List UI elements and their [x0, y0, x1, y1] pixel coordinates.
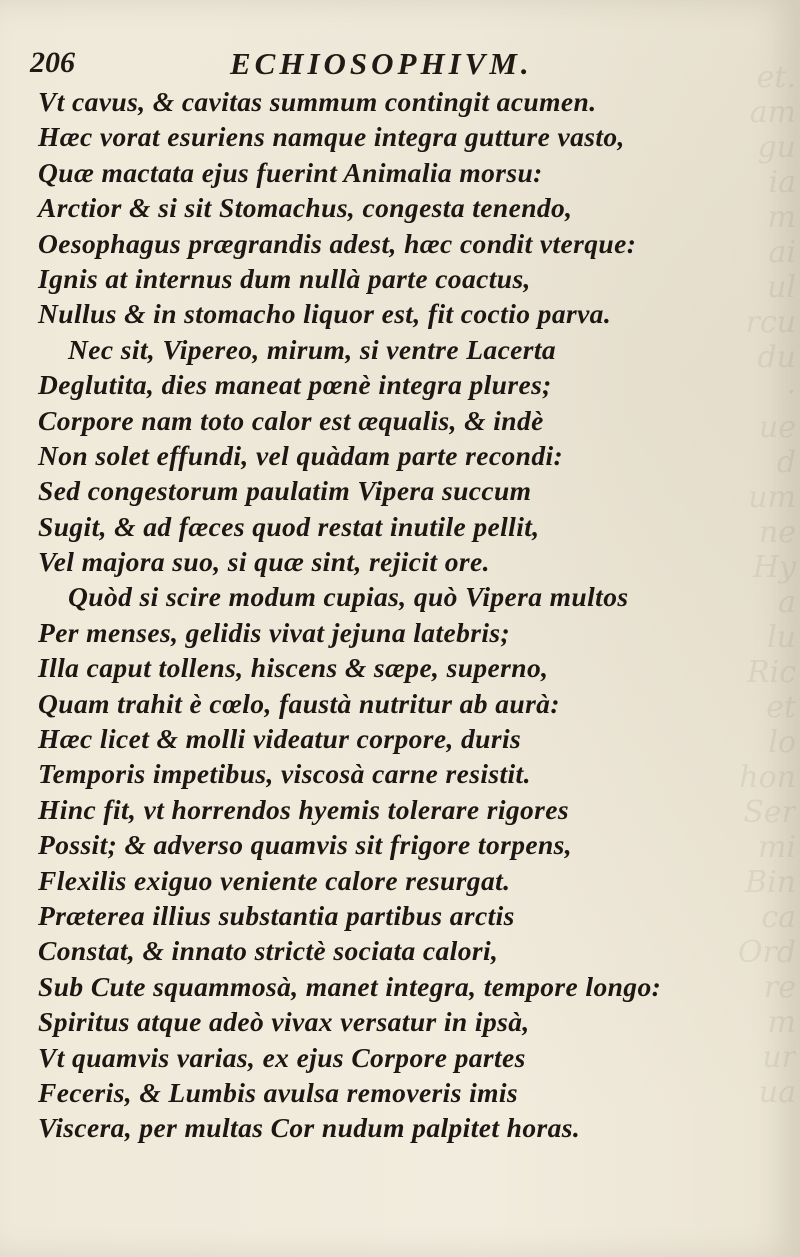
show-through-text: et. am gu ia m ai ul rcu du · ue d um ne Hy a lu Ric et lo hon Ser mi Bin ca Ord re m ur ua — [737, 60, 796, 1110]
verse-line: Præterea illius substantia partibus arctis — [38, 899, 515, 931]
verse-line: Hæc licet & molli videatur corpore, duris — [38, 723, 522, 755]
verse-line: Hæc vorat esuriens namque integra gutture vasto, — [38, 121, 625, 153]
verse-line: Deglutita, dies maneat pœnè integra plures; — [38, 369, 552, 401]
verse-line: Sugit, & ad fæces quod restat inutile pellit, — [38, 510, 540, 542]
verse-block — [38, 84, 778, 1146]
page-number: 206 — [30, 46, 75, 79]
verse-line: Spiritus atque adeò vivax versatur in ipsà, — [38, 1006, 530, 1038]
verse-line: Nec sit, Vipereo, mirum, si ventre Lacerta — [68, 333, 557, 365]
verse-line: Hinc fit, vt horrendos hyemis tolerare rigores — [38, 793, 569, 825]
verse-line: Quæ mactata ejus fuerint Animalia morsu: — [38, 156, 543, 188]
verse-line: Sed congestorum paulatim Vipera succum — [38, 475, 532, 507]
verse-line: Per menses, gelidis vivat jejuna latebris; — [38, 616, 511, 648]
verse-line: Quam trahit è cœlo, faustà nutritur ab aurà: — [38, 687, 560, 719]
verse-line: Non solet effundi, vel quàdam parte recondi: — [38, 439, 564, 471]
verse-line: Possit; & adverso quamvis sit frigore torpens, — [38, 829, 573, 861]
verse-line: Quòd si scire modum cupias, quò Vipera multos — [68, 581, 629, 613]
verse-line: Viscera, per multas Cor nudum palpitet horas. — [38, 1112, 581, 1144]
verse-line: Feceris, & Lumbis avulsa removeris imis — [38, 1076, 519, 1108]
verse-line: Flexilis exiguo veniente calore resurgat. — [38, 864, 511, 896]
verse-line: Vel majora suo, si quæ sint, rejicit ore. — [38, 546, 490, 578]
verse-line: Oesophagus prægrandis adest, hæc condit vterque: — [38, 227, 637, 259]
running-title: ECHIOSOPHIVM. — [230, 46, 533, 81]
verse-line: Arctior & si sit Stomachus, congesta tenendo, — [38, 192, 573, 224]
verse-line: Ignis at internus dum nullà parte coactus, — [38, 262, 531, 294]
verse-line: Illa caput tollens, hiscens & sæpe, superno, — [38, 652, 549, 684]
verse-line: Temporis impetibus, viscosà carne resistit. — [38, 758, 531, 790]
verse-line: Nullus & in stomacho liquor est, fit coctio parva. — [38, 298, 612, 330]
verse-line: Vt quamvis varias, ex ejus Corpore partes — [38, 1041, 526, 1073]
running-head — [30, 46, 770, 86]
verse-line: Corpore nam toto calor est æqualis, & indè — [38, 404, 544, 436]
verse-line: Sub Cute squammosà, manet integra, tempore longo: — [38, 970, 662, 1002]
verse-line: Constat, & innato strictè sociata calori, — [38, 935, 499, 967]
verse-line: Vt cavus, & cavitas summum contingit acumen. — [38, 86, 597, 117]
